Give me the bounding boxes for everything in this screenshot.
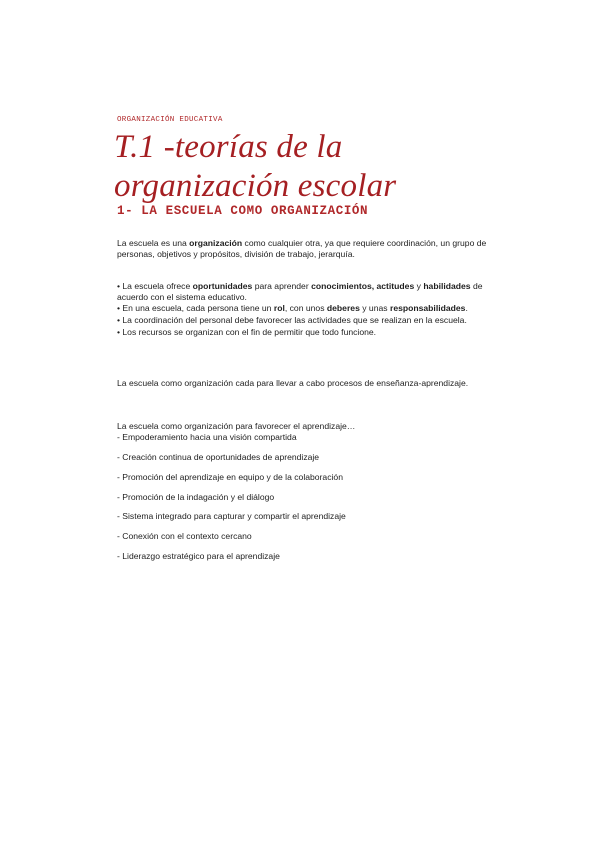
title-line-1: T.1 -teorías de la xyxy=(114,129,343,165)
bullet-bold: conocimientos, actitudes xyxy=(311,281,415,291)
bullet-bold: oportunidades xyxy=(192,281,253,291)
bullet-item: • La coordinación del personal debe favorecer las actividades que se realizan en la escuela. xyxy=(117,314,467,325)
bullet-text: y xyxy=(414,281,424,291)
bullet-list xyxy=(117,281,497,338)
learning-intro: La escuela como organización para favorecer el aprendizaje… xyxy=(117,421,356,431)
bullet-text: . xyxy=(465,303,468,314)
title-line-2: organización escolar xyxy=(114,168,397,204)
bullet-bold: rol xyxy=(273,303,285,314)
learning-item: - Empoderamiento hacia una visión compartida xyxy=(117,432,297,442)
process-paragraph xyxy=(117,378,497,389)
bullet-bold: responsabilidades xyxy=(389,303,466,314)
bullet-text: para aprender xyxy=(252,281,312,291)
intro-paragraph xyxy=(117,238,497,260)
intro-text-rest: como cualquier otra, ya que requiere coordinación, un grupo de personas, objetivos y propósitos, división de trabajo, jerarquía. xyxy=(117,238,487,260)
bullet-text: de acuerdo con el sistema educativo. xyxy=(117,281,483,303)
section-heading: 1- LA ESCUELA COMO ORGANIZACIÓN xyxy=(117,204,369,218)
learning-item: - Conexión con el contexto cercano xyxy=(117,531,252,541)
bullet-item: • Los recursos se organizan con el fin de permitir que todo funcione. xyxy=(117,326,377,337)
bullet-text: y unas xyxy=(359,303,390,314)
bullet-text: • La escuela ofrece xyxy=(117,281,193,291)
bullet-bold: deberes xyxy=(326,303,360,314)
intro-text: La escuela es una xyxy=(117,238,190,248)
subject-kicker: ORGANIZACIÓN EDUCATIVA xyxy=(117,116,223,124)
bullet-bold: habilidades xyxy=(423,281,471,291)
bullet-text: • En una escuela, cada persona tiene un xyxy=(117,303,274,314)
bullet-text: , con unos xyxy=(284,303,327,314)
intro-bold-term: organización xyxy=(189,238,243,248)
learning-item: - Creación continua de oportunidades de aprendizaje xyxy=(117,452,320,462)
bullet-item xyxy=(117,303,497,314)
learning-item: - Promoción de la indagación y el diálogo xyxy=(117,492,275,502)
process-text: La escuela como organización cada para llevar a cabo procesos de enseñanza-aprendizaje. xyxy=(117,378,469,388)
learning-item: - Liderazgo estratégico para el aprendizaje xyxy=(117,551,280,561)
learning-item: - Sistema integrado para capturar y compartir el aprendizaje xyxy=(117,511,346,521)
document-title xyxy=(114,128,396,206)
learning-item: - Promoción del aprendizaje en equipo y de la colaboración xyxy=(117,472,343,482)
bullet-item xyxy=(117,281,497,303)
